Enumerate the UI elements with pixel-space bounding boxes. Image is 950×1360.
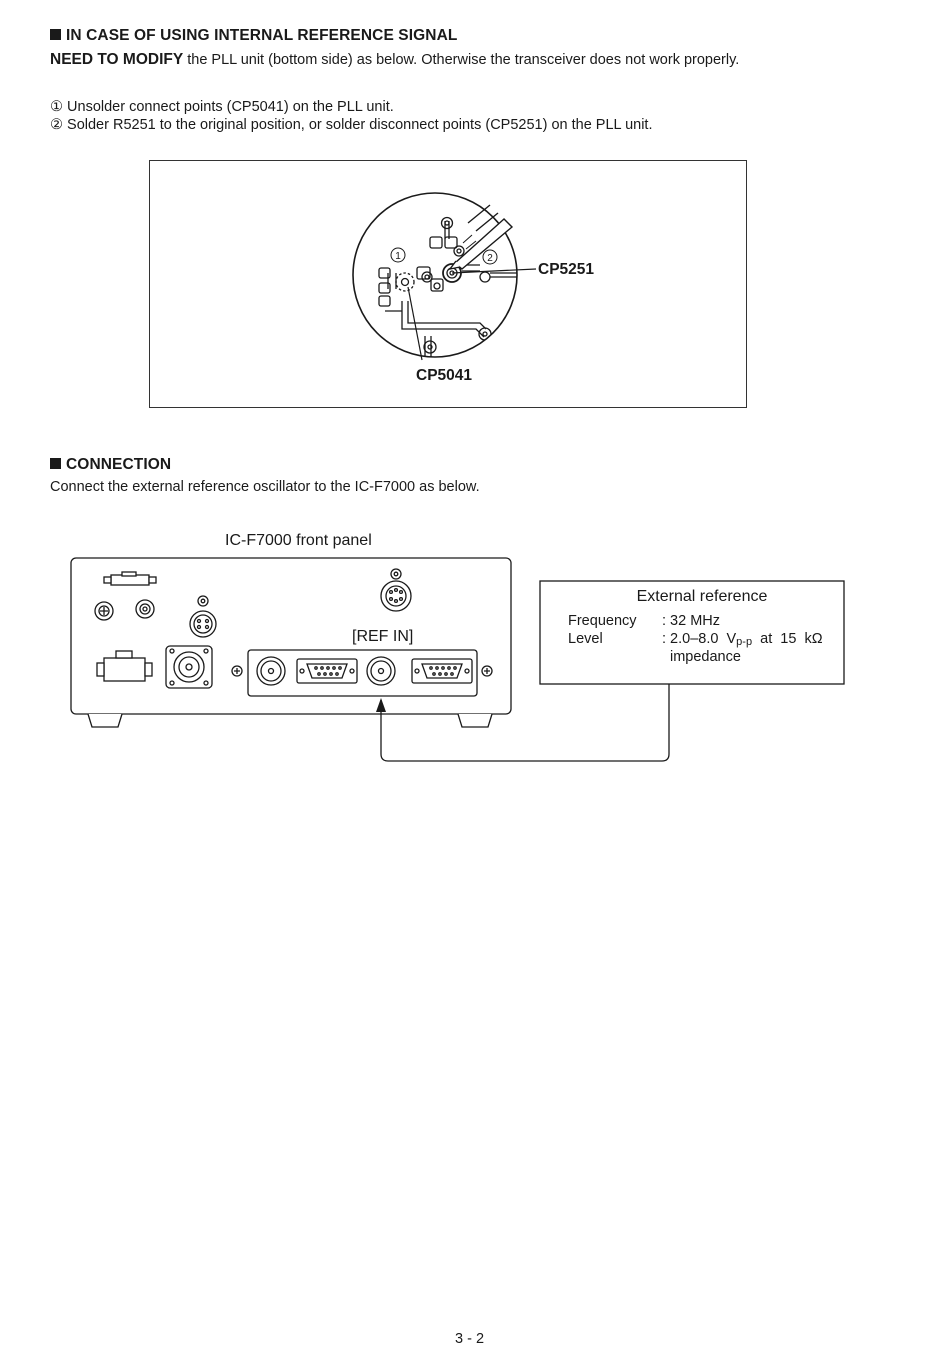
- step-1: ① Unsolder connect points (CP5041) on the PLL unit.: [50, 99, 394, 115]
- label-cp5251: CP5251: [538, 261, 595, 278]
- antenna-connector: [166, 646, 212, 688]
- modify-notice: [50, 51, 739, 69]
- step-2: ② Solder R5251 to the original position, or solder disconnect points (CP5251) on the PLL unit.: [50, 117, 653, 133]
- label-cp5041: CP5041: [416, 367, 473, 384]
- spec-level-range: : 2.0–8.0 V: [662, 631, 737, 647]
- foot-left: [88, 714, 122, 727]
- jack-rca: [136, 600, 154, 618]
- external-reference-title: External reference: [636, 588, 768, 605]
- ref-in-label: [REF IN]: [352, 628, 414, 645]
- page-number: 3 - 2: [455, 1331, 485, 1347]
- spec-level-subscript: p-p: [736, 636, 753, 648]
- connection-intro: Connect the external reference oscillator to the IC-F7000 as below.: [50, 479, 480, 495]
- spec-frequency-key: Frequency: [568, 613, 637, 629]
- spec-level-impedance: at 15 kΩ: [752, 631, 823, 647]
- section-heading-text: IN CASE OF USING INTERNAL REFERENCE SIGNAL: [66, 27, 458, 44]
- square-bullet-icon: [50, 458, 61, 469]
- pll-unit-figure: [149, 160, 747, 408]
- section-heading-connection: [50, 456, 171, 474]
- spec-impedance-continuation: impedance: [670, 649, 741, 665]
- panel-title: IC-F7000 front panel: [225, 532, 372, 549]
- ref-in-bnc-connector: [367, 657, 395, 685]
- foot-right: [458, 714, 492, 727]
- square-bullet-icon: [50, 29, 61, 40]
- spec-level-value: [662, 631, 823, 648]
- svg-text:2: 2: [487, 253, 493, 264]
- jack-left: [95, 602, 113, 620]
- spec-frequency-value: : 32 MHz: [662, 613, 721, 629]
- section-heading-internal-reference: [50, 27, 457, 45]
- modify-notice-emphasis: NEED TO MODIFY: [50, 51, 184, 68]
- section-heading-text: CONNECTION: [66, 456, 172, 473]
- spec-level-key: Level: [568, 631, 603, 647]
- modify-notice-text: the PLL unit (bottom side) as below. Otherwise the transceiver does not work properly.: [183, 52, 740, 68]
- svg-text:1: 1: [395, 251, 401, 262]
- db9-connector-right: [412, 659, 472, 683]
